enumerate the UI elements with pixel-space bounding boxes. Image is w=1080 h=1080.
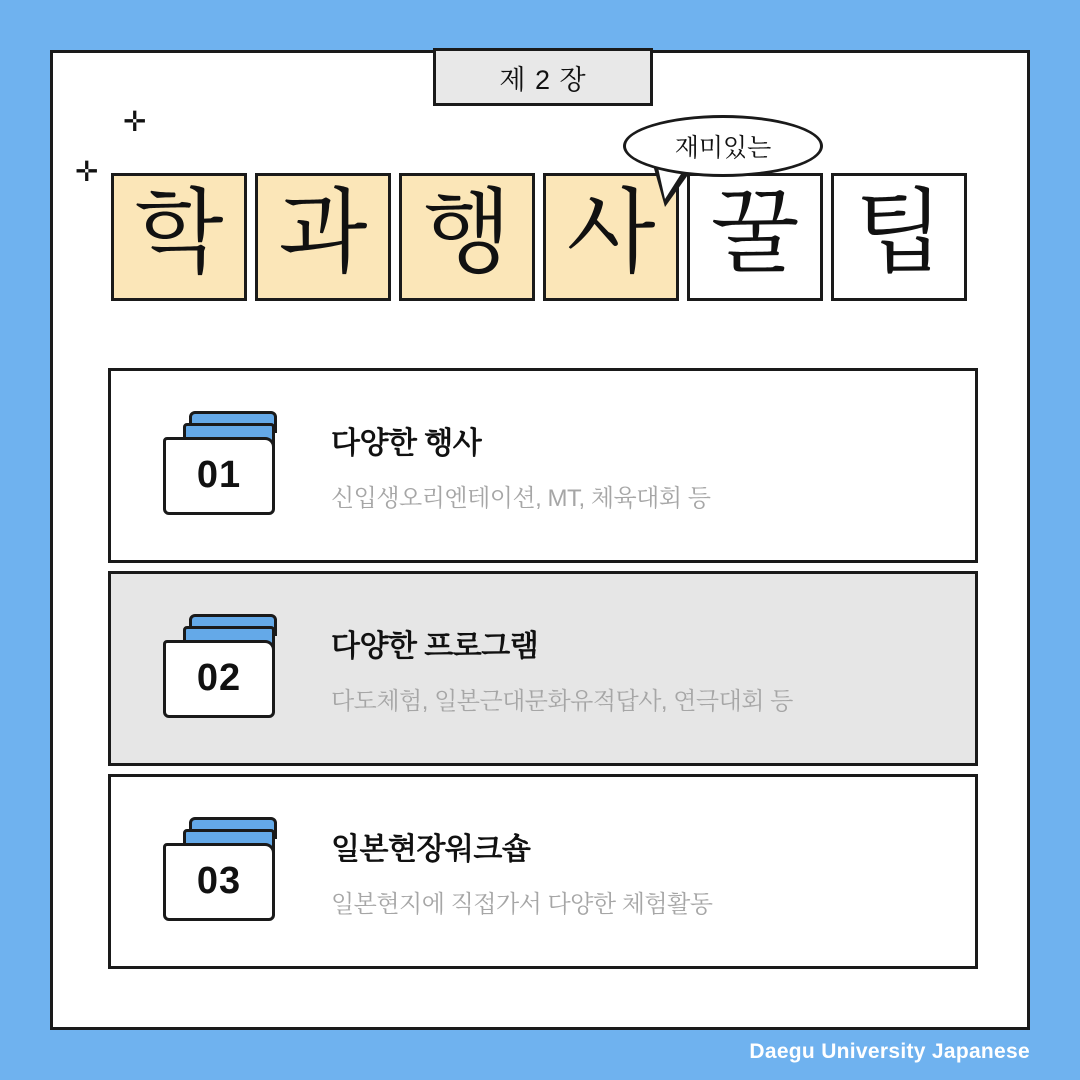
title-char-box bbox=[687, 173, 823, 301]
chapter-tag bbox=[433, 48, 653, 106]
title-char: 학 bbox=[134, 182, 224, 284]
sparkle-icon: ✛ bbox=[75, 156, 99, 187]
title-char: 사 bbox=[566, 182, 656, 284]
item-list bbox=[108, 368, 978, 977]
chapter-label: 제 2 장 bbox=[499, 64, 587, 95]
folder-icon bbox=[159, 614, 289, 724]
list-item-number: 03 bbox=[196, 860, 242, 902]
list-item bbox=[108, 368, 978, 563]
footer-text: Daegu University Japanese bbox=[749, 1040, 1030, 1063]
list-item-number: 02 bbox=[196, 657, 242, 699]
list-item-number: 01 bbox=[196, 454, 242, 496]
list-item-text bbox=[331, 621, 793, 716]
list-item-title: 다양한 프로그램 bbox=[331, 630, 539, 663]
list-item bbox=[108, 774, 978, 969]
list-item-subtitle: 신입생오리엔테이션, MT, 체육대회 등 bbox=[331, 485, 711, 512]
speech-bubble bbox=[623, 115, 823, 177]
page-title bbox=[111, 173, 967, 301]
title-char-box bbox=[255, 173, 391, 301]
title-char: 행 bbox=[422, 182, 512, 284]
content-card bbox=[50, 50, 1030, 1030]
title-char: 과 bbox=[278, 182, 368, 284]
list-item-text bbox=[331, 824, 712, 919]
folder-icon bbox=[159, 411, 289, 521]
list-item-subtitle: 일본현지에 직접가서 다양한 체험활동 bbox=[331, 891, 713, 918]
list-item-title: 일본현장워크숍 bbox=[331, 833, 531, 866]
title-char-box bbox=[399, 173, 535, 301]
speech-bubble-label: 재미있는 bbox=[674, 134, 772, 162]
list-item-subtitle: 다도체험, 일본근대문화유적답사, 연극대회 등 bbox=[331, 688, 793, 715]
list-item bbox=[108, 571, 978, 766]
title-char-box bbox=[111, 173, 247, 301]
title-char: 팁 bbox=[854, 182, 944, 284]
list-item-text bbox=[331, 418, 710, 513]
list-item-title: 다양한 행사 bbox=[331, 427, 482, 460]
sparkle-icon: ✛ bbox=[123, 106, 147, 137]
folder-icon bbox=[159, 817, 289, 927]
title-char: 꿀 bbox=[710, 182, 800, 284]
title-char-box bbox=[831, 173, 967, 301]
